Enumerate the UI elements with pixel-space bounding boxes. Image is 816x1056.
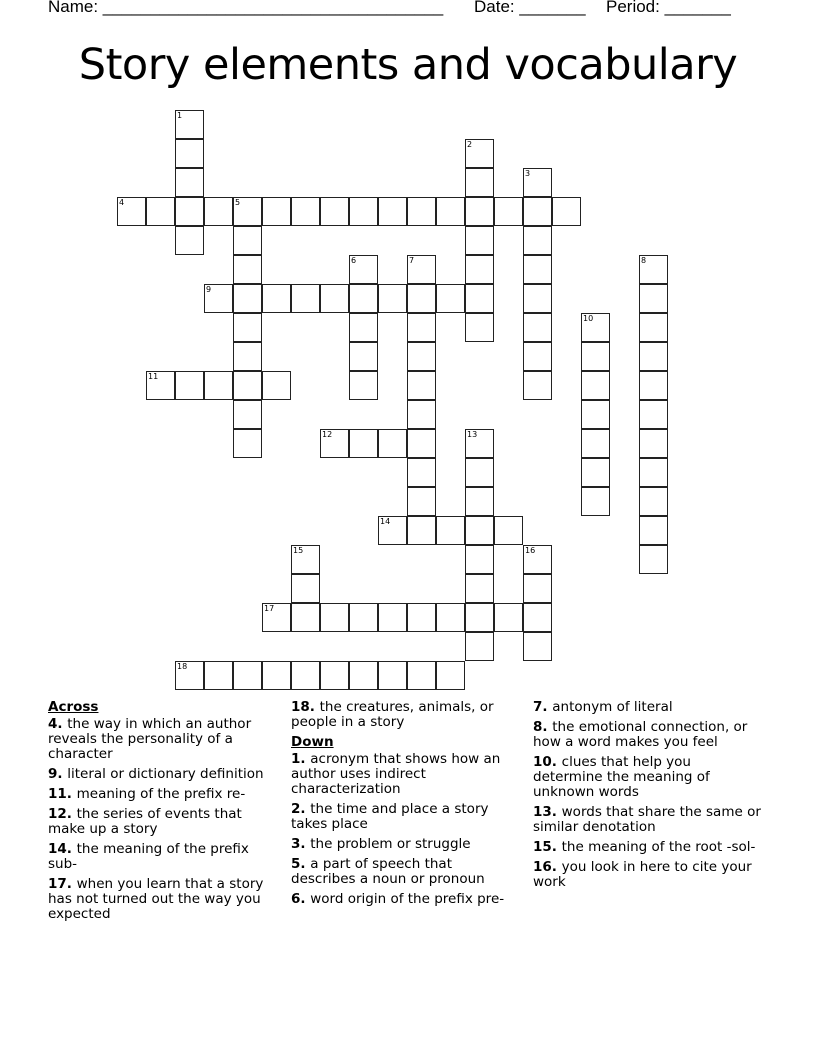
grid-cell[interactable] [117,197,146,226]
grid-cell[interactable] [436,197,465,226]
grid-cell[interactable] [262,284,291,313]
clue-down-1: 1. acronym that shows how an author uses indirect characterization [291,751,501,797]
grid-cell[interactable] [349,661,378,690]
grid-cell[interactable] [146,371,175,400]
grid-cell[interactable] [639,429,668,458]
grid-cell[interactable] [233,371,262,400]
grid-cell[interactable] [320,429,349,458]
clue-column-2 [291,700,519,912]
grid-cell[interactable] [320,603,349,632]
grid-cell[interactable] [320,197,349,226]
grid-cell[interactable] [523,603,552,632]
grid-cell[interactable] [639,545,668,574]
clue-down-16: 16. you look in here to cite your work [533,859,752,890]
grid-cell[interactable] [204,371,233,400]
cell-number: 17 [264,604,275,613]
grid-cell[interactable] [262,661,291,690]
cell-number: 6 [351,256,357,265]
grid-cell[interactable] [465,603,494,632]
grid-cell[interactable] [581,342,610,371]
grid-cell[interactable] [291,545,320,574]
cell-number: 13 [467,430,478,439]
grid-cell[interactable] [291,284,320,313]
clue-column-1 [48,700,278,927]
date-field[interactable]: Date: _______ [474,0,586,16]
grid-cell[interactable] [465,284,494,313]
cell-number: 3 [525,169,531,178]
grid-cell[interactable] [349,255,378,284]
grid-cell[interactable] [639,255,668,284]
name-field[interactable]: Name: ____________________________________ [48,0,444,16]
grid-cell[interactable] [407,487,436,516]
grid-cell[interactable] [407,313,436,342]
clue-down-8: 8. the emotional connection, or how a word makes you feel [533,719,748,750]
grid-cell[interactable] [262,197,291,226]
period-field[interactable]: Period: _______ [606,0,731,16]
grid-cell[interactable] [523,168,552,197]
grid-cell[interactable] [523,545,552,574]
grid-cell[interactable] [378,429,407,458]
grid-cell[interactable] [407,603,436,632]
grid-cell[interactable] [639,284,668,313]
grid-cell[interactable] [349,603,378,632]
grid-cell[interactable] [233,342,262,371]
grid-cell[interactable] [465,487,494,516]
clue-across-12: 12. the series of events that make up a story [48,806,242,837]
grid-cell[interactable] [523,371,552,400]
grid-cell[interactable] [639,400,668,429]
grid-cell[interactable] [494,516,523,545]
grid-cell[interactable] [494,197,523,226]
grid-cell[interactable] [320,284,349,313]
grid-cell[interactable] [407,342,436,371]
grid-cell[interactable] [436,516,465,545]
grid-cell[interactable] [407,429,436,458]
clue-across-14: 14. the meaning of the prefix sub- [48,841,249,872]
cell-number: 10 [583,314,594,323]
clue-across-11: 11. meaning of the prefix re- [48,786,246,802]
grid-cell[interactable] [204,661,233,690]
grid-cell[interactable] [407,255,436,284]
grid-cell[interactable] [233,429,262,458]
grid-cell[interactable] [175,110,204,139]
grid-cell[interactable] [465,226,494,255]
cell-number: 16 [525,546,536,555]
clue-down-7: 7. antonym of literal [533,699,673,715]
cell-number: 5 [235,198,241,207]
grid-cell[interactable] [262,371,291,400]
grid-cell[interactable] [349,197,378,226]
clue-down-13: 13. words that share the same or similar denotation [533,804,761,835]
across-heading: Across [48,699,99,715]
cell-number: 14 [380,517,391,526]
grid-cell[interactable] [407,284,436,313]
grid-cell[interactable] [581,458,610,487]
grid-cell[interactable] [407,661,436,690]
grid-cell[interactable] [349,371,378,400]
grid-cell[interactable] [523,284,552,313]
grid-cell[interactable] [639,313,668,342]
grid-cell[interactable] [407,371,436,400]
grid-cell[interactable] [175,226,204,255]
grid-cell[interactable] [436,603,465,632]
grid-cell[interactable] [523,313,552,342]
grid-cell[interactable] [291,574,320,603]
grid-cell[interactable] [378,603,407,632]
clue-across-17: 17. when you learn that a story has not turned out the way you expected [48,876,264,922]
grid-cell[interactable] [581,371,610,400]
grid-cell[interactable] [465,632,494,661]
grid-cell[interactable] [465,313,494,342]
grid-cell[interactable] [639,487,668,516]
grid-cell[interactable] [436,284,465,313]
grid-cell[interactable] [175,661,204,690]
grid-cell[interactable] [175,371,204,400]
cell-number: 4 [119,198,125,207]
grid-cell[interactable] [639,371,668,400]
clue-across-4: 4. the way in which an author reveals the personality of a character [48,716,252,762]
grid-cell[interactable] [465,516,494,545]
clue-column-3 [533,700,763,895]
cell-number: 18 [177,662,188,671]
grid-cell[interactable] [349,342,378,371]
grid-cell[interactable] [465,458,494,487]
grid-cell[interactable] [291,197,320,226]
grid-cell[interactable] [639,458,668,487]
clue-across-9: 9. literal or dictionary definition [48,766,264,782]
grid-cell[interactable] [581,313,610,342]
grid-cell[interactable] [465,139,494,168]
grid-cell[interactable] [407,400,436,429]
cell-number: 11 [148,372,159,381]
grid-cell[interactable] [291,603,320,632]
grid-cell[interactable] [407,458,436,487]
grid-cell[interactable] [465,255,494,284]
grid-cell[interactable] [465,545,494,574]
cell-number: 7 [409,256,415,265]
clue-down-15: 15. the meaning of the root -sol- [533,839,756,855]
grid-cell[interactable] [523,574,552,603]
grid-cell[interactable] [581,400,610,429]
grid-cell[interactable] [639,516,668,545]
grid-cell[interactable] [349,313,378,342]
grid-cell[interactable] [465,197,494,226]
grid-cell[interactable] [523,255,552,284]
clue-across-18: 18. the creatures, animals, or people in a story [291,699,494,730]
grid-cell[interactable] [233,197,262,226]
clue-down-2: 2. the time and place a story takes place [291,801,489,832]
down-heading: Down [291,734,334,750]
grid-cell[interactable] [349,284,378,313]
grid-cell[interactable] [465,574,494,603]
clue-down-10: 10. clues that help you determine the meaning of unknown words [533,754,710,800]
grid-cell[interactable] [436,661,465,690]
grid-cell[interactable] [233,226,262,255]
grid-cell[interactable] [494,603,523,632]
grid-cell[interactable] [581,487,610,516]
grid-cell[interactable] [378,661,407,690]
grid-cell[interactable] [523,342,552,371]
grid-cell[interactable] [465,168,494,197]
grid-cell[interactable] [552,197,581,226]
grid-cell[interactable] [378,284,407,313]
grid-cell[interactable] [523,632,552,661]
grid-cell[interactable] [639,342,668,371]
grid-cell[interactable] [233,661,262,690]
grid-cell[interactable] [320,661,349,690]
cell-number: 12 [322,430,333,439]
grid-cell[interactable] [262,603,291,632]
clue-down-6: 6. word origin of the prefix pre- [291,891,505,907]
grid-cell[interactable] [175,197,204,226]
grid-cell[interactable] [233,400,262,429]
grid-cell[interactable] [407,516,436,545]
cell-number: 9 [206,285,212,294]
clue-down-5: 5. a part of speech that describes a noun or pronoun [291,856,485,887]
cell-number: 8 [641,256,647,265]
grid-cell[interactable] [233,255,262,284]
grid-cell[interactable] [233,284,262,313]
grid-cell[interactable] [523,226,552,255]
cell-number: 1 [177,111,183,120]
grid-cell[interactable] [378,516,407,545]
grid-cell[interactable] [465,429,494,458]
grid-cell[interactable] [378,197,407,226]
grid-cell[interactable] [407,197,436,226]
grid-cell[interactable] [146,197,175,226]
page-title: Story elements and vocabulary [78,40,738,90]
grid-cell[interactable] [349,429,378,458]
clue-down-3: 3. the problem or struggle [291,836,471,852]
cell-number: 15 [293,546,304,555]
grid-cell[interactable] [204,284,233,313]
grid-cell[interactable] [523,197,552,226]
grid-cell[interactable] [175,168,204,197]
grid-cell[interactable] [233,313,262,342]
grid-cell[interactable] [175,139,204,168]
grid-cell[interactable] [581,429,610,458]
cell-number: 2 [467,140,473,149]
grid-cell[interactable] [291,661,320,690]
grid-cell[interactable] [204,197,233,226]
